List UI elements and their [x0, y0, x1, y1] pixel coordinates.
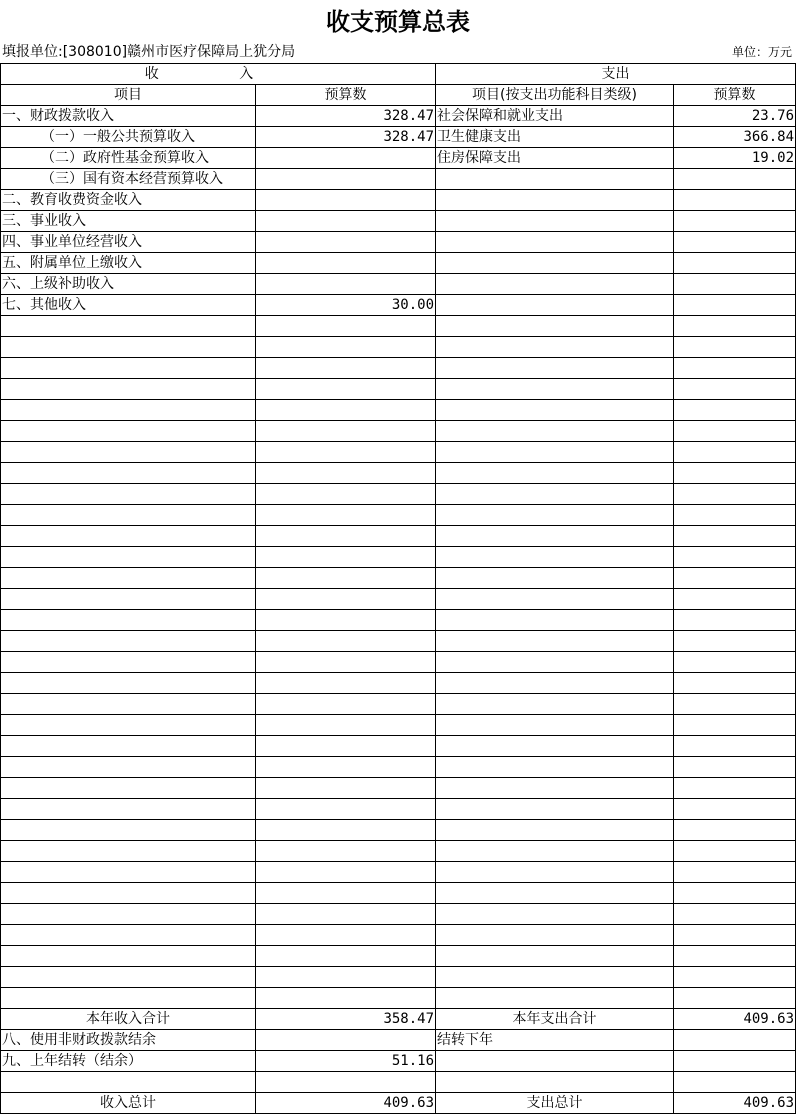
income-amount-header: 预算数 [256, 85, 436, 106]
expense-item-cell [436, 715, 674, 736]
income-amount-cell [256, 757, 436, 778]
income-amount-cell [256, 190, 436, 211]
blank-row [1, 568, 796, 589]
table-row [1, 1072, 796, 1093]
income-amount-cell [256, 463, 436, 484]
expense-amount-cell [674, 547, 796, 568]
income-amount-cell [256, 673, 436, 694]
expense-item-cell [436, 883, 674, 904]
blank-row [1, 946, 796, 967]
expense-item-cell: 结转下年 [436, 1030, 674, 1051]
income-item-cell [1, 673, 256, 694]
income-amount-cell [256, 715, 436, 736]
expense-item-cell [436, 757, 674, 778]
income-item-cell: 一、财政拨款收入 [1, 106, 256, 127]
blank-row [1, 442, 796, 463]
expense-amount-cell [674, 400, 796, 421]
income-item-cell [1, 925, 256, 946]
income-amount-cell [256, 547, 436, 568]
income-item-cell: 六、上级补助收入 [1, 274, 256, 295]
expense-amount-cell [674, 694, 796, 715]
expense-item-cell [436, 337, 674, 358]
blank-row [1, 694, 796, 715]
income-item-cell: 二、教育收费资金收入 [1, 190, 256, 211]
expense-item-cell [436, 505, 674, 526]
expense-item-cell [436, 442, 674, 463]
income-item-cell [1, 316, 256, 337]
income-item-cell [1, 400, 256, 421]
income-amount-cell [256, 316, 436, 337]
income-group-label: 收 入 [144, 66, 292, 82]
expense-item-cell [436, 400, 674, 421]
expense-item-cell [436, 169, 674, 190]
expense-item-cell [436, 1072, 674, 1093]
blank-row [1, 925, 796, 946]
income-amount-cell [256, 484, 436, 505]
income-item-cell [1, 442, 256, 463]
blank-row [1, 589, 796, 610]
expense-amount-cell [674, 169, 796, 190]
income-amount-cell [256, 589, 436, 610]
expense-amount-cell [674, 253, 796, 274]
income-item-cell: 三、事业收入 [1, 211, 256, 232]
expense-amount-cell [674, 484, 796, 505]
income-item-cell [1, 967, 256, 988]
table-row [1, 148, 796, 169]
expense-item-cell [436, 421, 674, 442]
expense-amount-cell [674, 589, 796, 610]
income-amount-cell [256, 211, 436, 232]
table-row [1, 169, 796, 190]
income-amount-cell [256, 694, 436, 715]
blank-row [1, 610, 796, 631]
income-amount-cell [256, 358, 436, 379]
income-amount-cell [256, 505, 436, 526]
income-item-cell [1, 820, 256, 841]
expense-year-total-amount: 409.63 [674, 1009, 796, 1030]
expense-amount-cell [674, 904, 796, 925]
income-item-cell [1, 694, 256, 715]
blank-row [1, 379, 796, 400]
expense-amount-cell [674, 211, 796, 232]
expense-amount-cell [674, 862, 796, 883]
income-item-cell [1, 421, 256, 442]
expense-item-cell [436, 484, 674, 505]
blank-row [1, 820, 796, 841]
table-row [1, 106, 796, 127]
expense-item-cell [436, 862, 674, 883]
income-amount-cell [256, 148, 436, 169]
expense-amount-cell [674, 568, 796, 589]
income-item-cell [1, 736, 256, 757]
blank-row [1, 778, 796, 799]
expense-item-cell [436, 673, 674, 694]
expense-amount-cell [674, 1072, 796, 1093]
blank-row [1, 757, 796, 778]
income-item-header: 项目 [1, 85, 256, 106]
money-unit: 单位：万元 [731, 45, 792, 59]
year-total-row [1, 1009, 796, 1030]
expense-item-cell [436, 526, 674, 547]
blank-row [1, 316, 796, 337]
table-row [1, 211, 796, 232]
expense-item-cell [436, 253, 674, 274]
expense-amount-cell [674, 274, 796, 295]
income-amount-cell [256, 1030, 436, 1051]
blank-row [1, 736, 796, 757]
grand-total-row [1, 1093, 796, 1114]
income-amount-cell [256, 568, 436, 589]
income-item-cell [1, 463, 256, 484]
income-item-cell [1, 337, 256, 358]
expense-item-cell [436, 652, 674, 673]
expense-grand-total-label: 支出总计 [436, 1093, 674, 1114]
income-amount-cell [256, 337, 436, 358]
income-item-cell [1, 652, 256, 673]
blank-row [1, 967, 796, 988]
income-amount-cell: 328.47 [256, 127, 436, 148]
expense-item-cell [436, 988, 674, 1009]
income-item-cell: 七、其他收入 [1, 295, 256, 316]
income-item-cell [1, 526, 256, 547]
table-row [1, 253, 796, 274]
expense-item-cell [436, 274, 674, 295]
blank-row [1, 505, 796, 526]
budget-table-body [1, 64, 796, 1114]
income-item-cell [1, 841, 256, 862]
expense-amount-cell [674, 379, 796, 400]
income-amount-cell [256, 967, 436, 988]
expense-amount-cell [674, 190, 796, 211]
expense-amount-cell [674, 463, 796, 484]
income-item-cell [1, 631, 256, 652]
expense-item-cell [436, 589, 674, 610]
income-grand-total-amount: 409.63 [256, 1093, 436, 1114]
column-header-row [1, 85, 796, 106]
income-amount-cell [256, 883, 436, 904]
expense-amount-cell: 23.76 [674, 106, 796, 127]
expense-amount-cell [674, 820, 796, 841]
report-unit: 填报单位:[308010]赣州市医疗保障局上犹分局 [2, 44, 296, 60]
expense-item-cell [436, 316, 674, 337]
income-amount-cell [256, 379, 436, 400]
expense-amount-cell [674, 1051, 796, 1072]
income-item-cell [1, 358, 256, 379]
income-amount-cell: 328.47 [256, 106, 436, 127]
income-amount-cell [256, 988, 436, 1009]
blank-row [1, 883, 796, 904]
expense-amount-cell [674, 715, 796, 736]
income-item-cell: （一）一般公共预算收入 [1, 127, 256, 148]
expense-amount-cell: 366.84 [674, 127, 796, 148]
income-item-cell [1, 799, 256, 820]
expense-item-cell [436, 904, 674, 925]
blank-row [1, 862, 796, 883]
expense-item-cell [436, 463, 674, 484]
income-amount-cell [256, 400, 436, 421]
expense-item-cell [436, 211, 674, 232]
income-year-total-label: 本年收入合计 [1, 1009, 256, 1030]
income-item-cell: （二）政府性基金预算收入 [1, 148, 256, 169]
income-amount-cell [256, 820, 436, 841]
blank-row [1, 841, 796, 862]
expense-amount-cell [674, 736, 796, 757]
expense-item-cell [436, 967, 674, 988]
income-amount-cell [256, 442, 436, 463]
blank-row [1, 400, 796, 421]
income-amount-cell [256, 169, 436, 190]
expense-item-cell [436, 547, 674, 568]
expense-item-cell [436, 799, 674, 820]
income-item-cell [1, 946, 256, 967]
page-title: 收支预算总表 [326, 7, 470, 36]
income-item-cell [1, 904, 256, 925]
expense-amount-cell [674, 1030, 796, 1051]
expense-amount-cell [674, 988, 796, 1009]
expense-amount-cell: 19.02 [674, 148, 796, 169]
expense-group-header: 支出 [436, 64, 796, 85]
blank-row [1, 337, 796, 358]
income-amount-cell [256, 736, 436, 757]
expense-item-cell [436, 820, 674, 841]
income-item-cell [1, 988, 256, 1009]
income-item-cell [1, 547, 256, 568]
expense-amount-cell [674, 505, 796, 526]
income-year-total-amount: 358.47 [256, 1009, 436, 1030]
blank-row [1, 484, 796, 505]
income-item-cell [1, 568, 256, 589]
blank-row [1, 547, 796, 568]
expense-item-cell: 住房保障支出 [436, 148, 674, 169]
expense-amount-cell [674, 295, 796, 316]
blank-row [1, 715, 796, 736]
income-amount-cell [256, 421, 436, 442]
income-amount-cell [256, 904, 436, 925]
expense-item-cell [436, 358, 674, 379]
income-amount-cell [256, 610, 436, 631]
blank-row [1, 463, 796, 484]
blank-row [1, 799, 796, 820]
table-row [1, 274, 796, 295]
expense-amount-cell [674, 358, 796, 379]
income-item-cell [1, 715, 256, 736]
income-item-cell [1, 589, 256, 610]
income-amount-cell [256, 841, 436, 862]
blank-row [1, 526, 796, 547]
expense-item-cell: 社会保障和就业支出 [436, 106, 674, 127]
income-item-cell: （三）国有资本经营预算收入 [1, 169, 256, 190]
expense-amount-cell [674, 946, 796, 967]
income-grand-total-label: 收入总计 [1, 1093, 256, 1114]
income-item-cell [1, 1072, 256, 1093]
budget-table [0, 63, 796, 1114]
expense-item-cell [436, 736, 674, 757]
expense-item-cell [436, 1051, 674, 1072]
income-amount-cell [256, 274, 436, 295]
income-item-cell: 八、使用非财政拨款结余 [1, 1030, 256, 1051]
expense-item-cell [436, 610, 674, 631]
expense-amount-cell [674, 421, 796, 442]
expense-amount-cell [674, 232, 796, 253]
expense-year-total-label: 本年支出合计 [436, 1009, 674, 1030]
blank-row [1, 673, 796, 694]
income-item-cell [1, 757, 256, 778]
expense-amount-cell [674, 526, 796, 547]
income-item-cell [1, 505, 256, 526]
expense-amount-cell [674, 925, 796, 946]
expense-amount-cell [674, 883, 796, 904]
table-row [1, 127, 796, 148]
income-amount-cell [256, 232, 436, 253]
expense-amount-cell [674, 610, 796, 631]
expense-item-cell [436, 778, 674, 799]
income-item-cell [1, 778, 256, 799]
expense-item-cell [436, 841, 674, 862]
expense-item-cell [436, 295, 674, 316]
expense-item-cell [436, 379, 674, 400]
blank-row [1, 904, 796, 925]
income-amount-cell: 51.16 [256, 1051, 436, 1072]
income-item-cell [1, 610, 256, 631]
blank-row [1, 421, 796, 442]
table-row [1, 232, 796, 253]
blank-row [1, 652, 796, 673]
income-item-cell: 九、上年结转（结余） [1, 1051, 256, 1072]
expense-amount-cell [674, 442, 796, 463]
income-amount-cell [256, 652, 436, 673]
expense-amount-cell [674, 673, 796, 694]
table-row [1, 295, 796, 316]
expense-item-cell [436, 568, 674, 589]
expense-item-cell [436, 694, 674, 715]
expense-grand-total-amount: 409.63 [674, 1093, 796, 1114]
income-amount-cell [256, 526, 436, 547]
expense-item-cell [436, 925, 674, 946]
expense-item-cell [436, 190, 674, 211]
expense-amount-cell [674, 316, 796, 337]
income-item-cell [1, 484, 256, 505]
expense-item-cell [436, 946, 674, 967]
income-amount-cell [256, 631, 436, 652]
income-item-cell: 五、附属单位上缴收入 [1, 253, 256, 274]
expense-amount-cell [674, 652, 796, 673]
table-row [1, 190, 796, 211]
report-info [2, 42, 794, 62]
expense-amount-cell [674, 841, 796, 862]
expense-amount-cell [674, 757, 796, 778]
income-amount-cell [256, 253, 436, 274]
income-amount-cell [256, 778, 436, 799]
group-header-row [1, 64, 796, 85]
expense-item-cell [436, 631, 674, 652]
income-item-cell: 四、事业单位经营收入 [1, 232, 256, 253]
expense-amount-cell [674, 631, 796, 652]
income-amount-cell [256, 946, 436, 967]
income-item-cell [1, 379, 256, 400]
expense-amount-cell [674, 778, 796, 799]
blank-row [1, 631, 796, 652]
expense-item-header: 项目(按支出功能科目类级) [436, 85, 674, 106]
income-group-header [1, 64, 436, 85]
income-item-cell [1, 883, 256, 904]
income-amount-cell [256, 1072, 436, 1093]
table-row [1, 1051, 796, 1072]
income-amount-cell [256, 799, 436, 820]
expense-item-cell [436, 232, 674, 253]
income-amount-cell: 30.00 [256, 295, 436, 316]
expense-item-cell: 卫生健康支出 [436, 127, 674, 148]
expense-amount-cell [674, 799, 796, 820]
table-row [1, 1030, 796, 1051]
expense-amount-header: 预算数 [674, 85, 796, 106]
income-amount-cell [256, 925, 436, 946]
income-amount-cell [256, 862, 436, 883]
expense-amount-cell [674, 337, 796, 358]
income-item-cell [1, 862, 256, 883]
blank-row [1, 988, 796, 1009]
expense-amount-cell [674, 967, 796, 988]
blank-row [1, 358, 796, 379]
